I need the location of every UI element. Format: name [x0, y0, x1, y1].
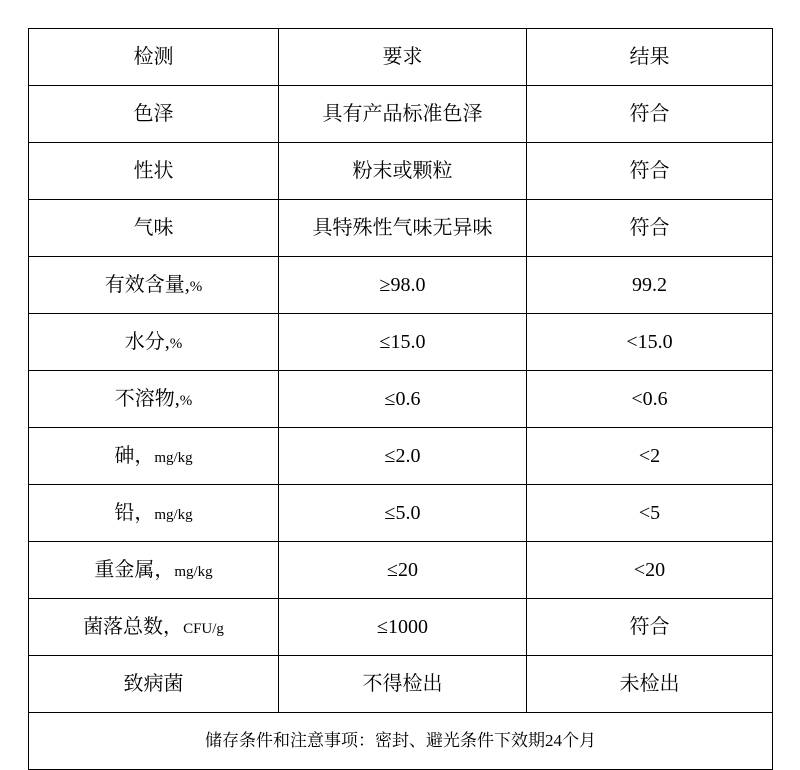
table-row	[29, 656, 773, 713]
cell-requirement	[279, 257, 527, 314]
cell-item	[29, 143, 279, 200]
table-row	[29, 371, 773, 428]
cell-result	[527, 656, 773, 713]
cell-item	[29, 86, 279, 143]
requirement-value: ≤2.0	[384, 444, 421, 467]
cell-requirement	[279, 86, 527, 143]
requirement-value: ≥98.0	[379, 273, 426, 296]
result-value: 符合	[629, 159, 670, 182]
cell-item	[29, 257, 279, 314]
result-value: 未检出	[619, 672, 680, 695]
table-header-row	[29, 29, 773, 86]
column-header-item-label: 检测	[133, 45, 174, 68]
storage-note-text: 储存条件和注意事项：密封、避光条件下效期24个月	[205, 731, 596, 751]
cell-storage-note	[29, 713, 773, 770]
column-header-item	[29, 29, 279, 86]
item-label: 砷，	[114, 444, 155, 467]
result-value: 符合	[629, 615, 670, 638]
cell-result	[527, 428, 773, 485]
cell-result	[527, 86, 773, 143]
column-header-result	[527, 29, 773, 86]
result-value: <20	[633, 558, 666, 581]
cell-requirement	[279, 143, 527, 200]
requirement-value: ≤0.6	[384, 387, 421, 410]
result-value: <0.6	[631, 387, 668, 410]
item-label: 不溶物,	[114, 387, 180, 410]
column-header-result-label: 结果	[629, 45, 670, 68]
table-row	[29, 314, 773, 371]
requirement-value: 粉末或颗粒	[352, 159, 453, 182]
result-value: <2	[638, 444, 661, 467]
item-label: 铅，	[114, 501, 155, 524]
item-label: 色泽	[133, 102, 174, 125]
item-unit: CFU/g	[183, 620, 224, 637]
item-unit: mg/kg	[174, 563, 213, 580]
cell-result	[527, 314, 773, 371]
cell-item	[29, 599, 279, 656]
item-label: 菌落总数，	[83, 615, 184, 638]
item-label: 性状	[133, 159, 174, 182]
cell-result	[527, 371, 773, 428]
item-label: 气味	[133, 216, 174, 239]
cell-requirement	[279, 656, 527, 713]
item-label: 重金属，	[94, 558, 175, 581]
item-unit: mg/kg	[154, 506, 193, 523]
table-footer-row	[29, 713, 773, 770]
specification-table	[28, 28, 773, 770]
item-unit: %	[179, 392, 193, 409]
table-row	[29, 428, 773, 485]
result-value: <15.0	[626, 330, 673, 353]
cell-item	[29, 656, 279, 713]
cell-requirement	[279, 314, 527, 371]
table-row	[29, 257, 773, 314]
item-label: 有效含量,	[104, 273, 190, 296]
item-unit: %	[169, 335, 183, 352]
requirement-value: ≤5.0	[384, 501, 421, 524]
requirement-value: ≤20	[387, 558, 418, 581]
cell-result	[527, 542, 773, 599]
requirement-value: 不得检出	[362, 672, 443, 695]
item-unit: mg/kg	[154, 449, 193, 466]
table-row	[29, 86, 773, 143]
result-value: 99.2	[632, 273, 667, 296]
column-header-requirement-label: 要求	[382, 45, 423, 68]
cell-result	[527, 599, 773, 656]
table-row	[29, 143, 773, 200]
cell-requirement	[279, 542, 527, 599]
cell-requirement	[279, 371, 527, 428]
table-row	[29, 599, 773, 656]
cell-result	[527, 257, 773, 314]
cell-item	[29, 542, 279, 599]
table-row	[29, 200, 773, 257]
table-row	[29, 485, 773, 542]
table-row	[29, 542, 773, 599]
cell-result	[527, 485, 773, 542]
cell-item	[29, 428, 279, 485]
result-value: <5	[638, 501, 661, 524]
cell-result	[527, 143, 773, 200]
cell-item	[29, 371, 279, 428]
cell-requirement	[279, 485, 527, 542]
requirement-value: 具有产品标准色泽	[322, 102, 483, 125]
cell-item	[29, 200, 279, 257]
item-unit: %	[189, 278, 203, 295]
item-label: 水分,	[124, 330, 170, 353]
cell-requirement	[279, 200, 527, 257]
item-label: 致病菌	[123, 672, 184, 695]
cell-requirement	[279, 599, 527, 656]
cell-result	[527, 200, 773, 257]
cell-item	[29, 485, 279, 542]
requirement-value: ≤15.0	[379, 330, 426, 353]
result-value: 符合	[629, 216, 670, 239]
cell-requirement	[279, 428, 527, 485]
requirement-value: ≤1000	[377, 615, 428, 638]
cell-item	[29, 314, 279, 371]
column-header-requirement	[279, 29, 527, 86]
result-value: 符合	[629, 102, 670, 125]
requirement-value: 具特殊性气味无异味	[312, 216, 493, 239]
